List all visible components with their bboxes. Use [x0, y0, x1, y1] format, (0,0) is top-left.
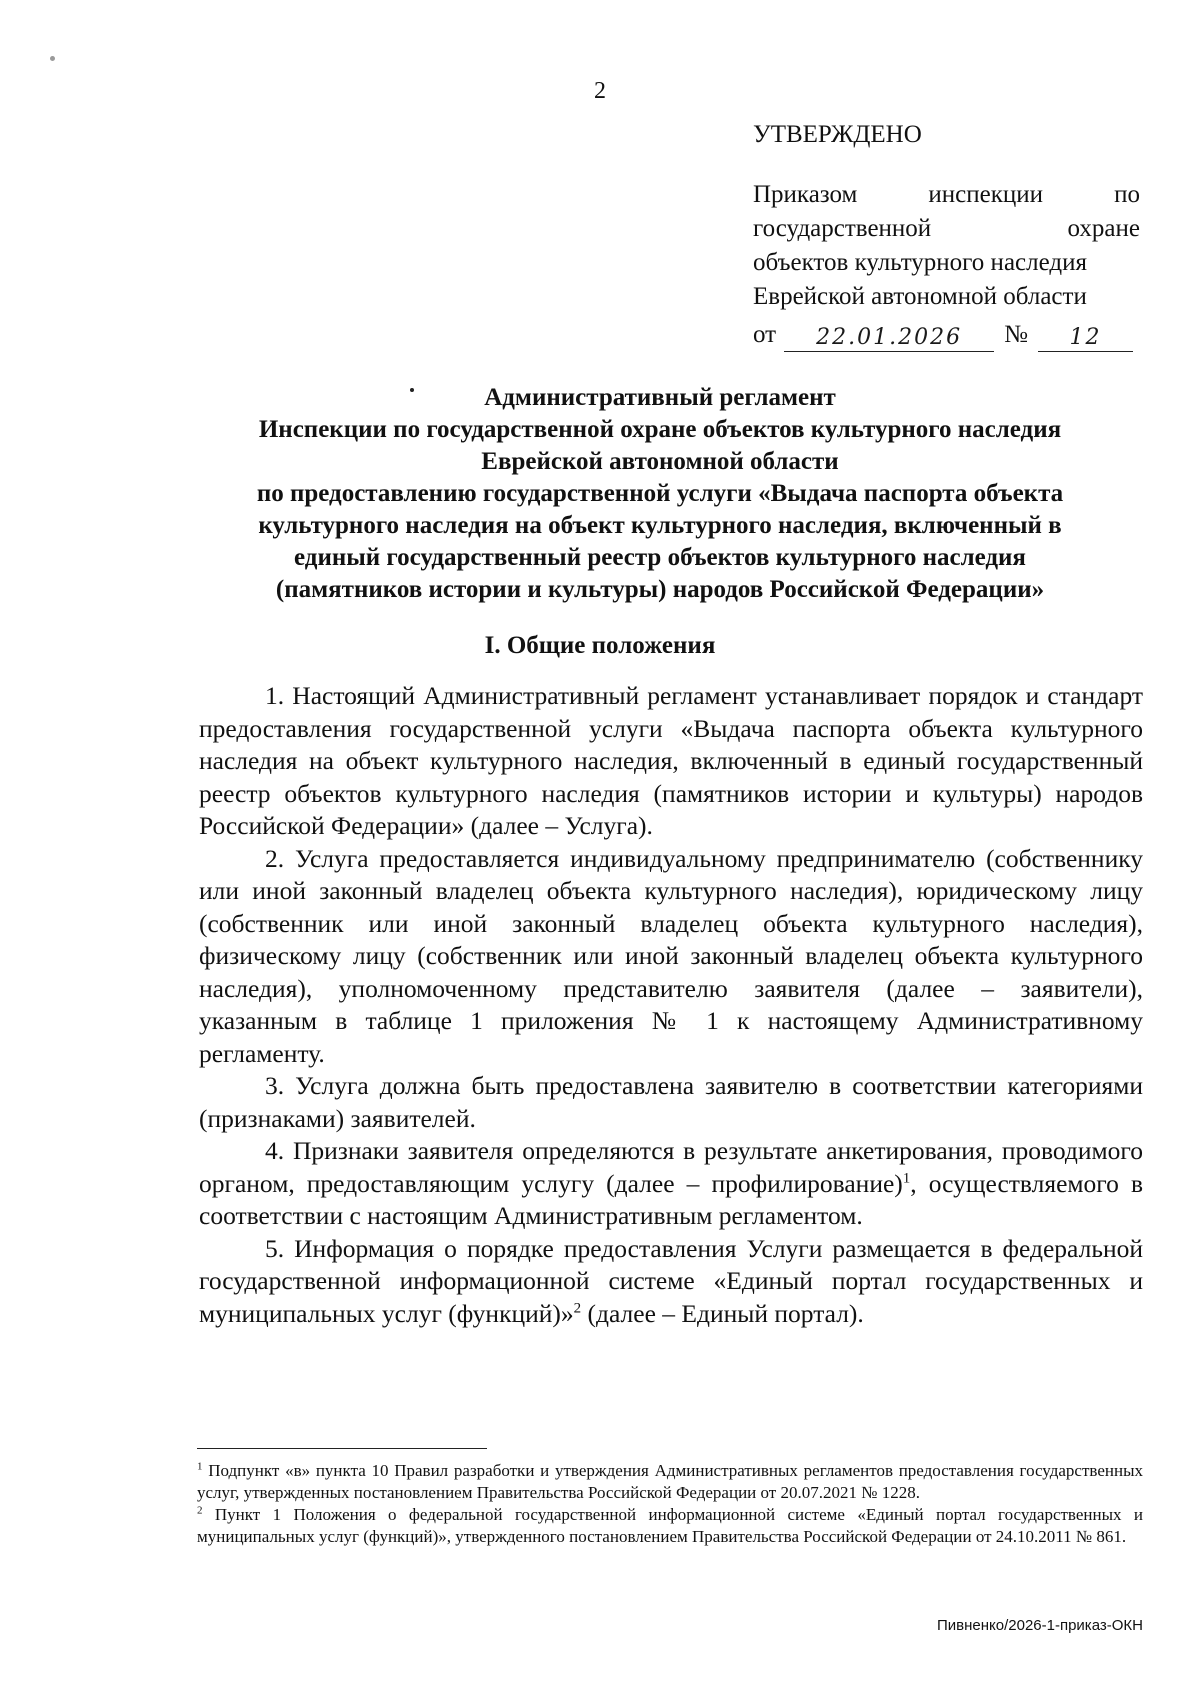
title-line: культурного наследия на объект культурного наследия, включенный в	[258, 512, 1062, 539]
file-code: Пивненко/2026-1-приказ-ОКН	[936, 1617, 1143, 1634]
document-title	[180, 382, 1140, 606]
section-heading: I. Общие положения	[484, 632, 716, 659]
paragraph-2: 2. Услуга предоставляется индивидуальному предпринимателю (собственнику или иной законный владелец объекта культурного наследия), юридическому лицу (собственник или иной законный владелец объекта культурного наследия), физическому лицу (собственник или иной законный владелец объекта культурного наследия), уполномоченному представителю заявителя (далее – заявители), указанным в таблице 1 приложения № 1 к настоящему Административному регламенту.	[199, 843, 1143, 1068]
page-number: 2	[594, 78, 606, 104]
title-line: по предоставлению государственной услуги «Выдача паспорта объекта	[256, 480, 1064, 507]
approval-title: УТВЕРЖДЕНО	[753, 121, 922, 148]
paragraph-5: 5. Информация о порядке предоставления Услуги размещается в федеральной государственной информационной системе «Единый портал государственных и муниципальных услуг (функций)»$^2$ (далее – Единый портал).	[199, 1233, 1143, 1328]
approval-line-3: объектов культурного наследия	[753, 249, 1087, 276]
approval-line-1: Приказом инспекции по	[753, 181, 1140, 208]
title-line: Еврейской автономной области	[481, 448, 839, 475]
footnote-1: $^1$ Подпункт «в» пункта 10 Правил разработки и утверждения Административных регламентов предоставления государственных услуг, утвержденных постановлением Правительства Российской Федерации от 20.07.2021 № 1228.	[197, 1460, 1143, 1502]
footnote-ref-2: 2	[573, 1300, 582, 1316]
body-text	[199, 680, 1143, 1330]
number-sign: №	[1004, 321, 1028, 348]
approval-line-2: государственной охране	[753, 215, 1140, 242]
handwritten-number: 12	[1038, 325, 1133, 352]
title-line: Административный регламент	[484, 384, 836, 411]
date-prefix: от	[753, 321, 777, 348]
scan-artifact-dot	[50, 56, 55, 61]
paragraph-4: 4. Признаки заявителя определяются в результате анкетирования, проводимого органом, предоставляющим услугу (далее – профилирование)$^1$, осуществляемого в соответствии с настоящим Административным регламентом.	[199, 1136, 1143, 1230]
paragraph-3: 3. Услуга должна быть предоставлена заявителю в соответствии категориями (признаками) заявителей.	[199, 1071, 1143, 1133]
handwritten-date: 22.01.2026	[784, 325, 994, 352]
paragraph-1: 1. Настоящий Административный регламент устанавливает порядок и стандарт предоставления государственной услуги «Выдача паспорта объекта культурного наследия на объект культурного наследия, включенный в единый государственный реестр объектов культурного наследия (памятников истории и культуры) народов Российской Федерации» (далее – Услуга).	[199, 681, 1143, 840]
title-line: (памятников истории и культуры) народов Российской Федерации»	[275, 576, 1045, 603]
approval-date-line	[753, 318, 1140, 352]
approval-line-4: Еврейской автономной области	[753, 283, 1087, 310]
footnote-2: $^2$ Пункт 1 Положения о федеральной государственной информационной системе «Единый портал государственных и муниципальных услуг (функций)», утвержденного постановлением Правительства Российской Федерации от 24.10.2011 № 861.	[197, 1504, 1143, 1546]
title-line: Инспекции по государственной охране объектов культурного наследия	[258, 416, 1062, 443]
approval-stamp	[753, 118, 1140, 352]
footnote-ref-1: 1	[902, 1170, 911, 1186]
footnotes	[197, 1460, 1143, 1548]
title-line: единый государственный реестр объектов культурного наследия	[294, 544, 1026, 571]
footnote-separator	[197, 1448, 487, 1449]
